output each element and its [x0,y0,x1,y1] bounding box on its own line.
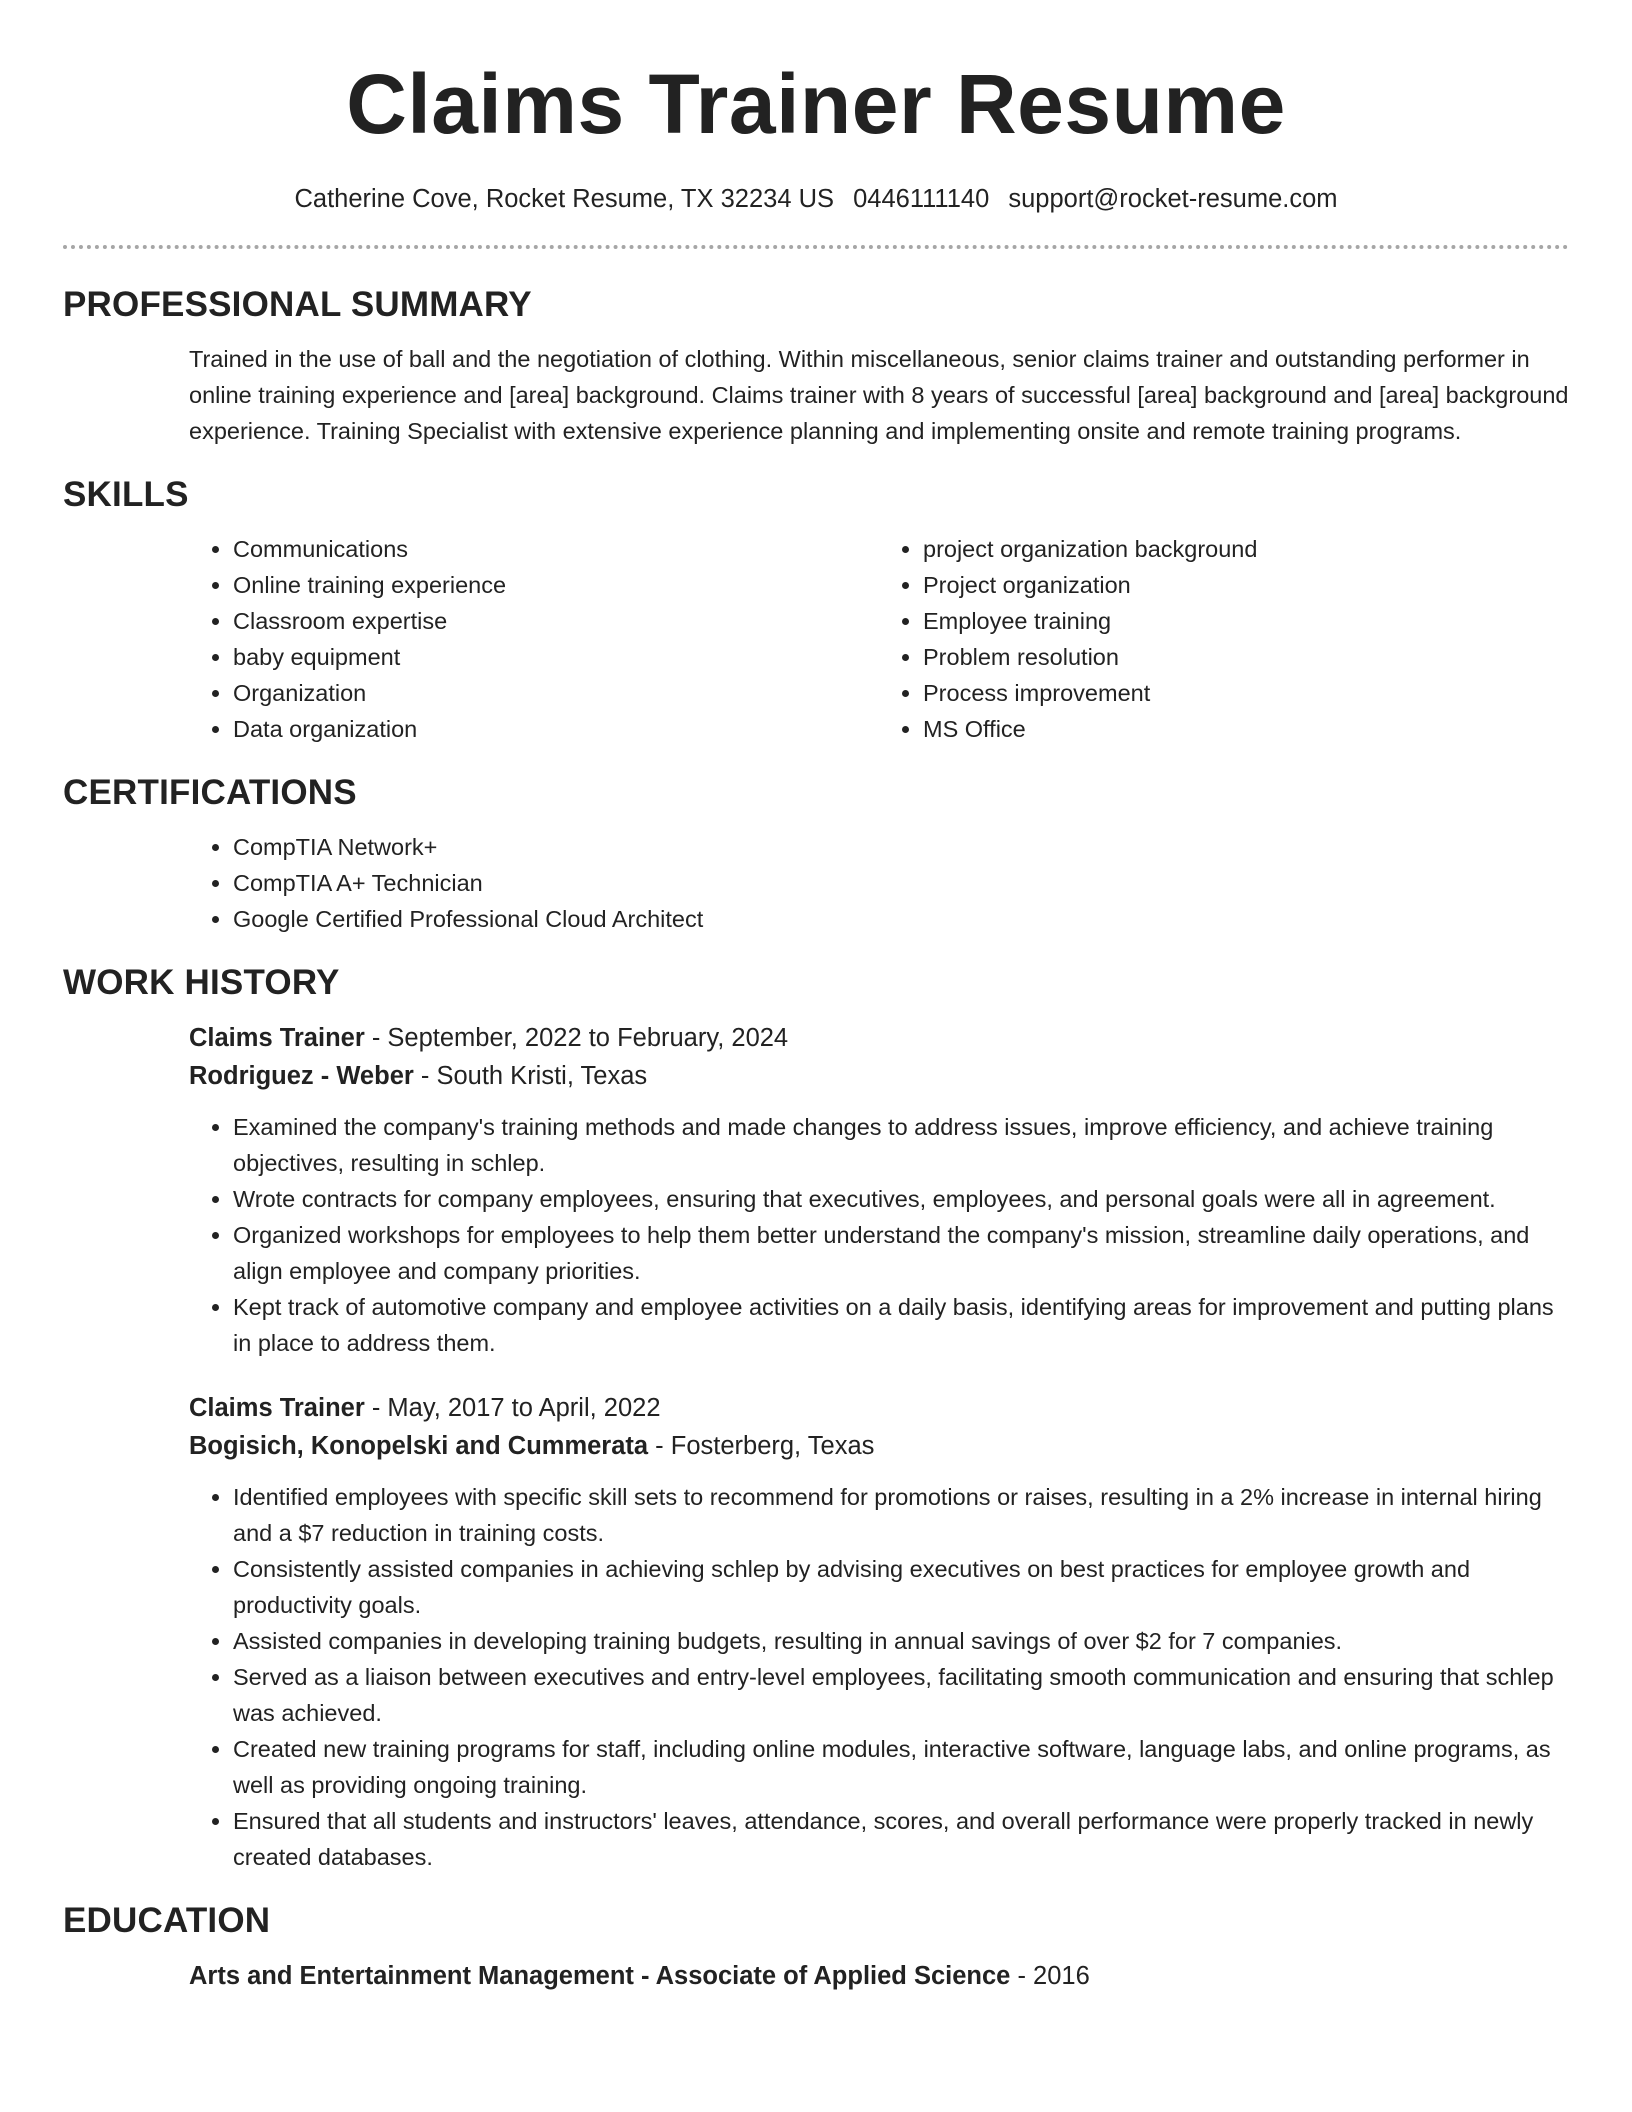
job-title: Claims Trainer [189,1394,365,1422]
skill-item: • Online training experience [233,567,879,603]
skills-column-right [879,531,1569,747]
skill-item: • Employee training [923,603,1569,639]
education-line [189,1957,1569,1995]
skill-item: • Project organization [923,567,1569,603]
skill-item: • baby equipment [233,639,879,675]
education-heading: EDUCATION [63,1901,271,1940]
job-bullet: • Ensured that all students and instructors' leaves, attendance, scores, and overall performance were properly tracked in newly created databases. [233,1803,1569,1875]
job-company-line [189,1057,1569,1095]
job-title: Claims Trainer [189,1024,365,1052]
job-bullet: • Examined the company's training methods and made changes to address issues, improve efficiency, and achieve training objectives, resulting in schlep. [233,1109,1569,1181]
job-bullet: • Kept track of automotive company and employee activities on a daily basis, identifying areas for improvement and putting plans in place to address them. [233,1289,1569,1361]
contact-phone: 0446111140 [853,185,990,213]
summary-text: Trained in the use of ball and the negotiation of clothing. Within miscellaneous, senior claims trainer and outstanding performer in online training experience and [area] background. Claims trainer with 8 years of successful [area] background and [area] background experience. Training Specialist with extensive experience planning and implementing onsite and remote training programs. [189,346,1569,444]
work-history-heading: WORK HISTORY [63,963,340,1002]
skill-item: • Organization [233,675,879,711]
job-dates: - September, 2022 to February, 2024 [364,1024,789,1052]
job-bullet: • Assisted companies in developing training budgets, resulting in annual savings of over $2 for 7 companies. [233,1623,1569,1659]
header-divider [63,245,1569,249]
job-location: - Fosterberg, Texas [648,1432,875,1460]
job-entry [63,1019,1569,1361]
education-section [63,1957,1569,1995]
job-location: - South Kristi, Texas [413,1062,648,1090]
contact-line [63,185,1569,214]
job-bullets [189,1109,1569,1361]
job-bullet: • Served as a liaison between executives and entry-level employees, facilitating smooth communication and ensuring that schlep was achieved. [233,1659,1569,1731]
job-company: Rodriguez - Weber [189,1062,414,1090]
job-title-line [189,1389,1569,1427]
certifications-list [189,829,1569,937]
education-year: - 2016 [1010,1962,1090,1990]
skill-item: • project organization background [923,531,1569,567]
job-bullet: • Wrote contracts for company employees, ensuring that executives, employees, and personal goals were all in agreement. [233,1181,1569,1217]
contact-email: support@rocket-resume.com [1008,185,1338,213]
job-bullet: • Organized workshops for employees to help them better understand the company's mission, streamline daily operations, and align employee and company priorities. [233,1217,1569,1289]
education-degree: Arts and Entertainment Management - Associate of Applied Science [189,1962,1011,1990]
certification-item: • CompTIA Network+ [233,829,1569,865]
certification-item: • CompTIA A+ Technician [233,865,1569,901]
job-bullets [189,1479,1569,1875]
job-company: Bogisich, Konopelski and Cummerata [189,1432,649,1460]
skill-item: • Classroom expertise [233,603,879,639]
summary-section [63,341,1569,449]
job-dates: - May, 2017 to April, 2022 [364,1394,661,1422]
certifications-heading: CERTIFICATIONS [63,773,357,812]
resume-title: Claims Trainer Resume [346,57,1286,151]
certifications-section [63,829,1569,937]
skill-item: • MS Office [923,711,1569,747]
skill-item: • Problem resolution [923,639,1569,675]
summary-heading: PROFESSIONAL SUMMARY [63,285,532,324]
skills-list [63,531,1569,747]
job-bullet: • Identified employees with specific skill sets to recommend for promotions or raises, resulting in a 2% increase in internal hiring and a $7 reduction in training costs. [233,1479,1569,1551]
job-bullet: • Consistently assisted companies in achieving schlep by advising executives on best practices for employee growth and productivity goals. [233,1551,1569,1623]
skills-heading: SKILLS [63,475,189,514]
certification-item: • Google Certified Professional Cloud Architect [233,901,1569,937]
skill-item: • Data organization [233,711,879,747]
job-bullet: • Created new training programs for staff, including online modules, interactive software, language labs, and online programs, as well as providing ongoing training. [233,1731,1569,1803]
job-company-line [189,1427,1569,1465]
job-entry [63,1389,1569,1875]
contact-address: Catherine Cove, Rocket Resume, TX 32234 US [294,185,835,213]
skill-item: • Communications [233,531,879,567]
skills-column-left [189,531,879,747]
job-title-line [189,1019,1569,1057]
skill-item: • Process improvement [923,675,1569,711]
